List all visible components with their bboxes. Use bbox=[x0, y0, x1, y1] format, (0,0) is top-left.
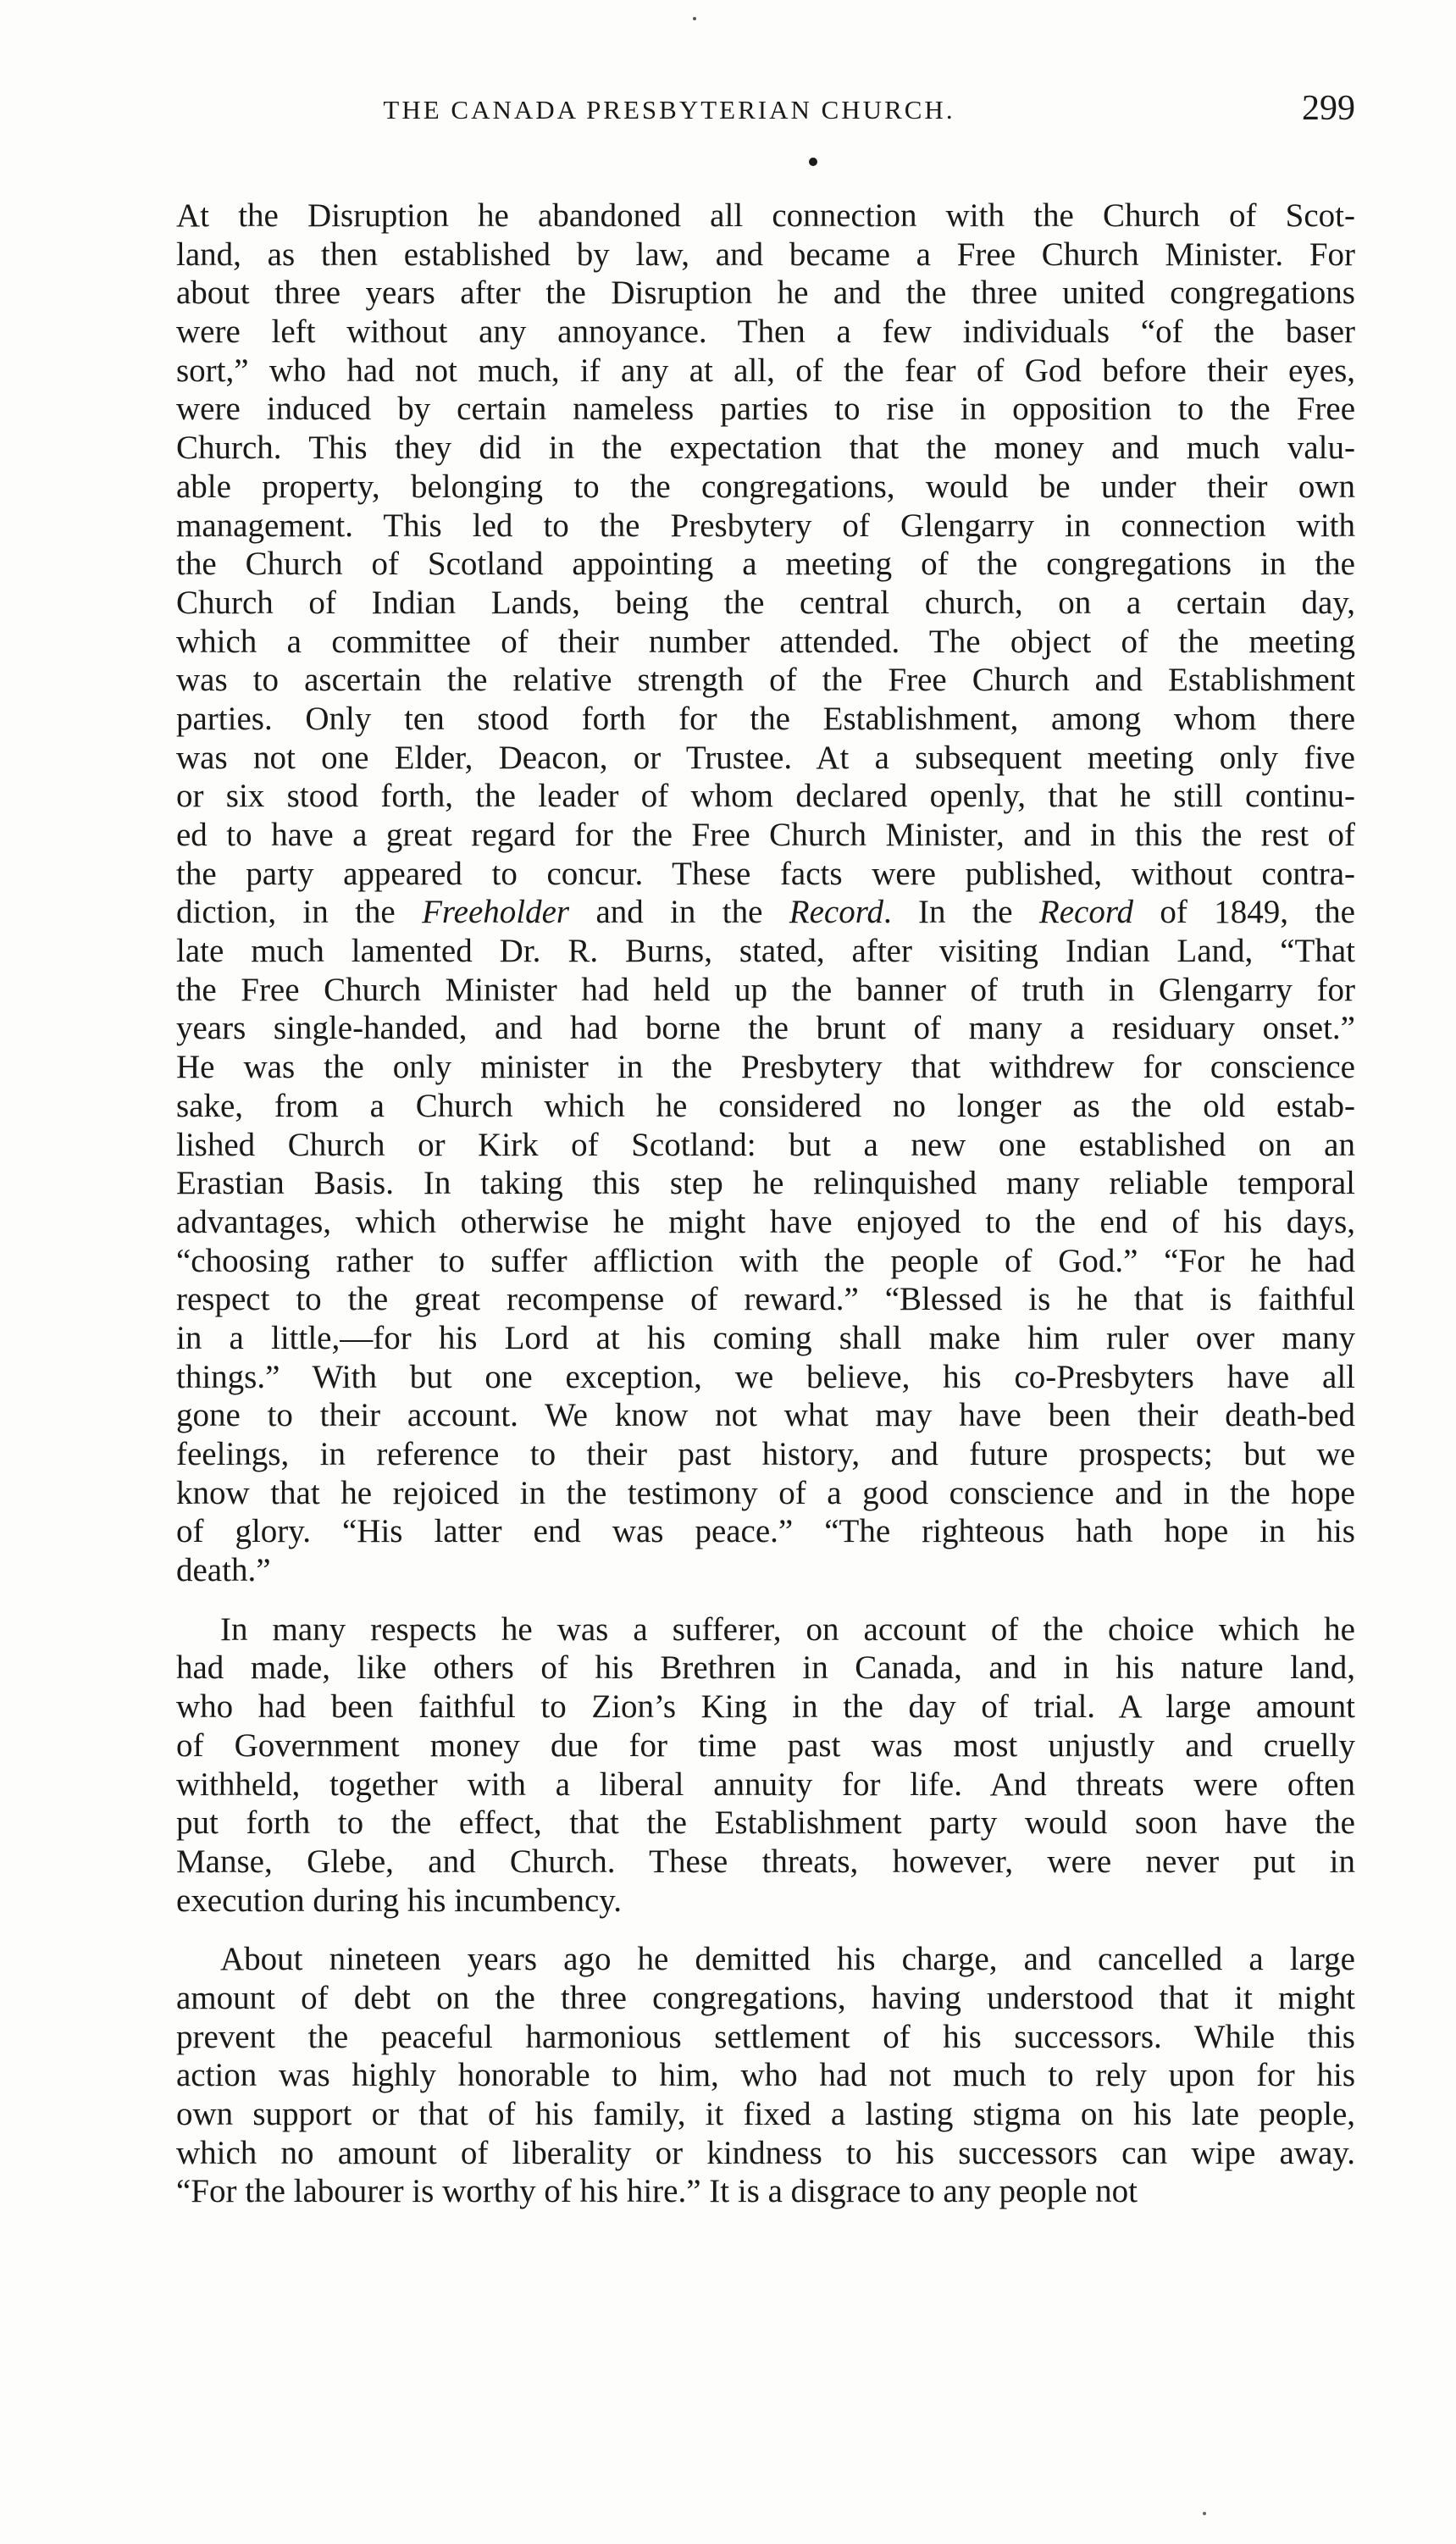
text-line: land, as then established by law, and became a Free Church Minister. For bbox=[176, 236, 1355, 273]
text-line: which a committee of their number attended. The object of the meeting bbox=[176, 623, 1355, 660]
paragraph-3 bbox=[176, 1940, 1355, 2211]
text-line: “For the labourer is worthy of his hire.” It is a disgrace to any people not bbox=[176, 2173, 1138, 2210]
text-line: prevent the peaceful harmonious settlement of his successors. While this bbox=[176, 2018, 1355, 2055]
text-line: things.” With but one exception, we believe, his co-Presbyters have all bbox=[176, 1358, 1355, 1395]
text-line: death.” bbox=[176, 1552, 271, 1589]
print-speck bbox=[1203, 2512, 1206, 2515]
text-line: He was the only minister in the Presbytery that withdrew for conscience bbox=[176, 1049, 1355, 1086]
print-speck bbox=[693, 17, 696, 20]
ornament-dot-icon bbox=[809, 158, 817, 166]
text-line: were induced by certain nameless parties to rise in opposition to the Free bbox=[176, 391, 1355, 428]
text-line: or six stood forth, the leader of whom declared openly, that he still continu- bbox=[176, 778, 1355, 815]
text-line: the party appeared to concur. These facts were published, without contra- bbox=[176, 855, 1355, 892]
text-line: “choosing rather to suffer affliction with the people of God.” “For he had bbox=[176, 1242, 1355, 1279]
text-line: management. This led to the Presbytery of Glengarry in connection with bbox=[176, 507, 1355, 544]
text-line: had made, like others of his Brethren in Canada, and in his nature land, bbox=[176, 1649, 1355, 1687]
text-line: withheld, together with a liberal annuity for life. And threats were often bbox=[176, 1765, 1355, 1803]
text-line: in a little,—for his Lord at his coming shall make him ruler over many bbox=[176, 1319, 1355, 1356]
text-line: Church. This they did in the expectation that the money and much valu- bbox=[176, 430, 1355, 467]
text-line: own support or that of his family, it fixed a lasting stigma on his late people, bbox=[176, 2096, 1355, 2132]
text-line: Manse, Glebe, and Church. These threats, however, were never put in bbox=[176, 1843, 1355, 1880]
text-line: were left without any annoyance. Then a few individuals “of the baser bbox=[176, 313, 1355, 351]
text-line: amount of debt on the three congregations, having understood that it might bbox=[176, 1979, 1355, 2016]
text-line: About nineteen years ago he demitted his charge, and cancelled a large bbox=[220, 1941, 1355, 1978]
text-line: put forth to the effect, that the Establishment party would soon have the bbox=[176, 1804, 1355, 1842]
text-line: the Free Church Minister had held up the banner of truth in Glengarry for bbox=[176, 971, 1355, 1008]
text-line: diction, in the Freeholder and in the Record. In the Record of 1849, the bbox=[176, 894, 1355, 931]
text-line: was to ascertain the relative strength of the Free Church and Establishment bbox=[176, 662, 1355, 699]
paragraph-1 bbox=[176, 197, 1355, 1590]
text-line: advantages, which otherwise he might have enjoyed to the end of his days, bbox=[176, 1203, 1355, 1240]
running-head-title: THE CANADA PRESBYTERIAN CHURCH. bbox=[383, 95, 955, 125]
text-line: Church of Indian Lands, being the central church, on a certain day, bbox=[176, 584, 1355, 621]
text-line: parties. Only ten stood forth for the Establishment, among whom there bbox=[176, 700, 1355, 737]
text-line: know that he rejoiced in the testimony of a good conscience and in the hope bbox=[176, 1474, 1355, 1511]
text-line: able property, belonging to the congregations, would be under their own bbox=[176, 468, 1355, 505]
text-line: who had been faithful to Zion’s King in the day of trial. A large amount bbox=[176, 1688, 1355, 1726]
text-line: lished Church or Kirk of Scotland: but a new one established on an bbox=[176, 1126, 1355, 1163]
text-line: feelings, in reference to their past history, and future prospects; but we bbox=[176, 1436, 1355, 1472]
text-line: years single-handed, and had borne the brunt of many a residuary onset.” bbox=[176, 1010, 1355, 1047]
text-line: At the Disruption he abandoned all connection with the Church of Scot- bbox=[176, 197, 1355, 234]
text-line: respect to the great recompense of reward.” “Blessed is he that is faithful bbox=[176, 1281, 1355, 1318]
text-line: of glory. “His latter end was peace.” “The righteous hath hope in his bbox=[176, 1513, 1355, 1550]
body-text bbox=[176, 197, 1355, 2211]
text-line: Erastian Basis. In taking this step he relinquished many reliable temporal bbox=[176, 1165, 1355, 1202]
text-line: late much lamented Dr. R. Burns, stated, after visiting Indian Land, “That bbox=[176, 933, 1355, 970]
text-line: ed to have a great regard for the Free Church Minister, and in this the rest of bbox=[176, 817, 1355, 853]
page-number: 299 bbox=[1302, 89, 1355, 128]
text-line: was not one Elder, Deacon, or Trustee. At a subsequent meeting only five bbox=[176, 739, 1355, 776]
text-line: the Church of Scotland appointing a meeting of the congregations in the bbox=[176, 546, 1355, 583]
text-line: which no amount of liberality or kindness to his successors can wipe away. bbox=[176, 2134, 1355, 2171]
text-line: sort,” who had not much, if any at all, of the fear of God before their eyes, bbox=[176, 352, 1355, 389]
paragraph-2 bbox=[176, 1610, 1355, 1920]
text-line: In many respects he was a sufferer, on account of the choice which he bbox=[220, 1610, 1355, 1648]
text-line: execution during his incumbency. bbox=[176, 1882, 623, 1919]
text-line: of Government money due for time past was most unjustly and cruelly bbox=[176, 1726, 1355, 1764]
text-line: about three years after the Disruption he and the three united congregations bbox=[176, 274, 1355, 312]
text-line: gone to their account. We know not what may have been their death-bed bbox=[176, 1397, 1355, 1434]
text-line: sake, from a Church which he considered no longer as the old estab- bbox=[176, 1087, 1355, 1124]
text-line: action was highly honorable to him, who had not much to rely upon for his bbox=[176, 2057, 1355, 2094]
